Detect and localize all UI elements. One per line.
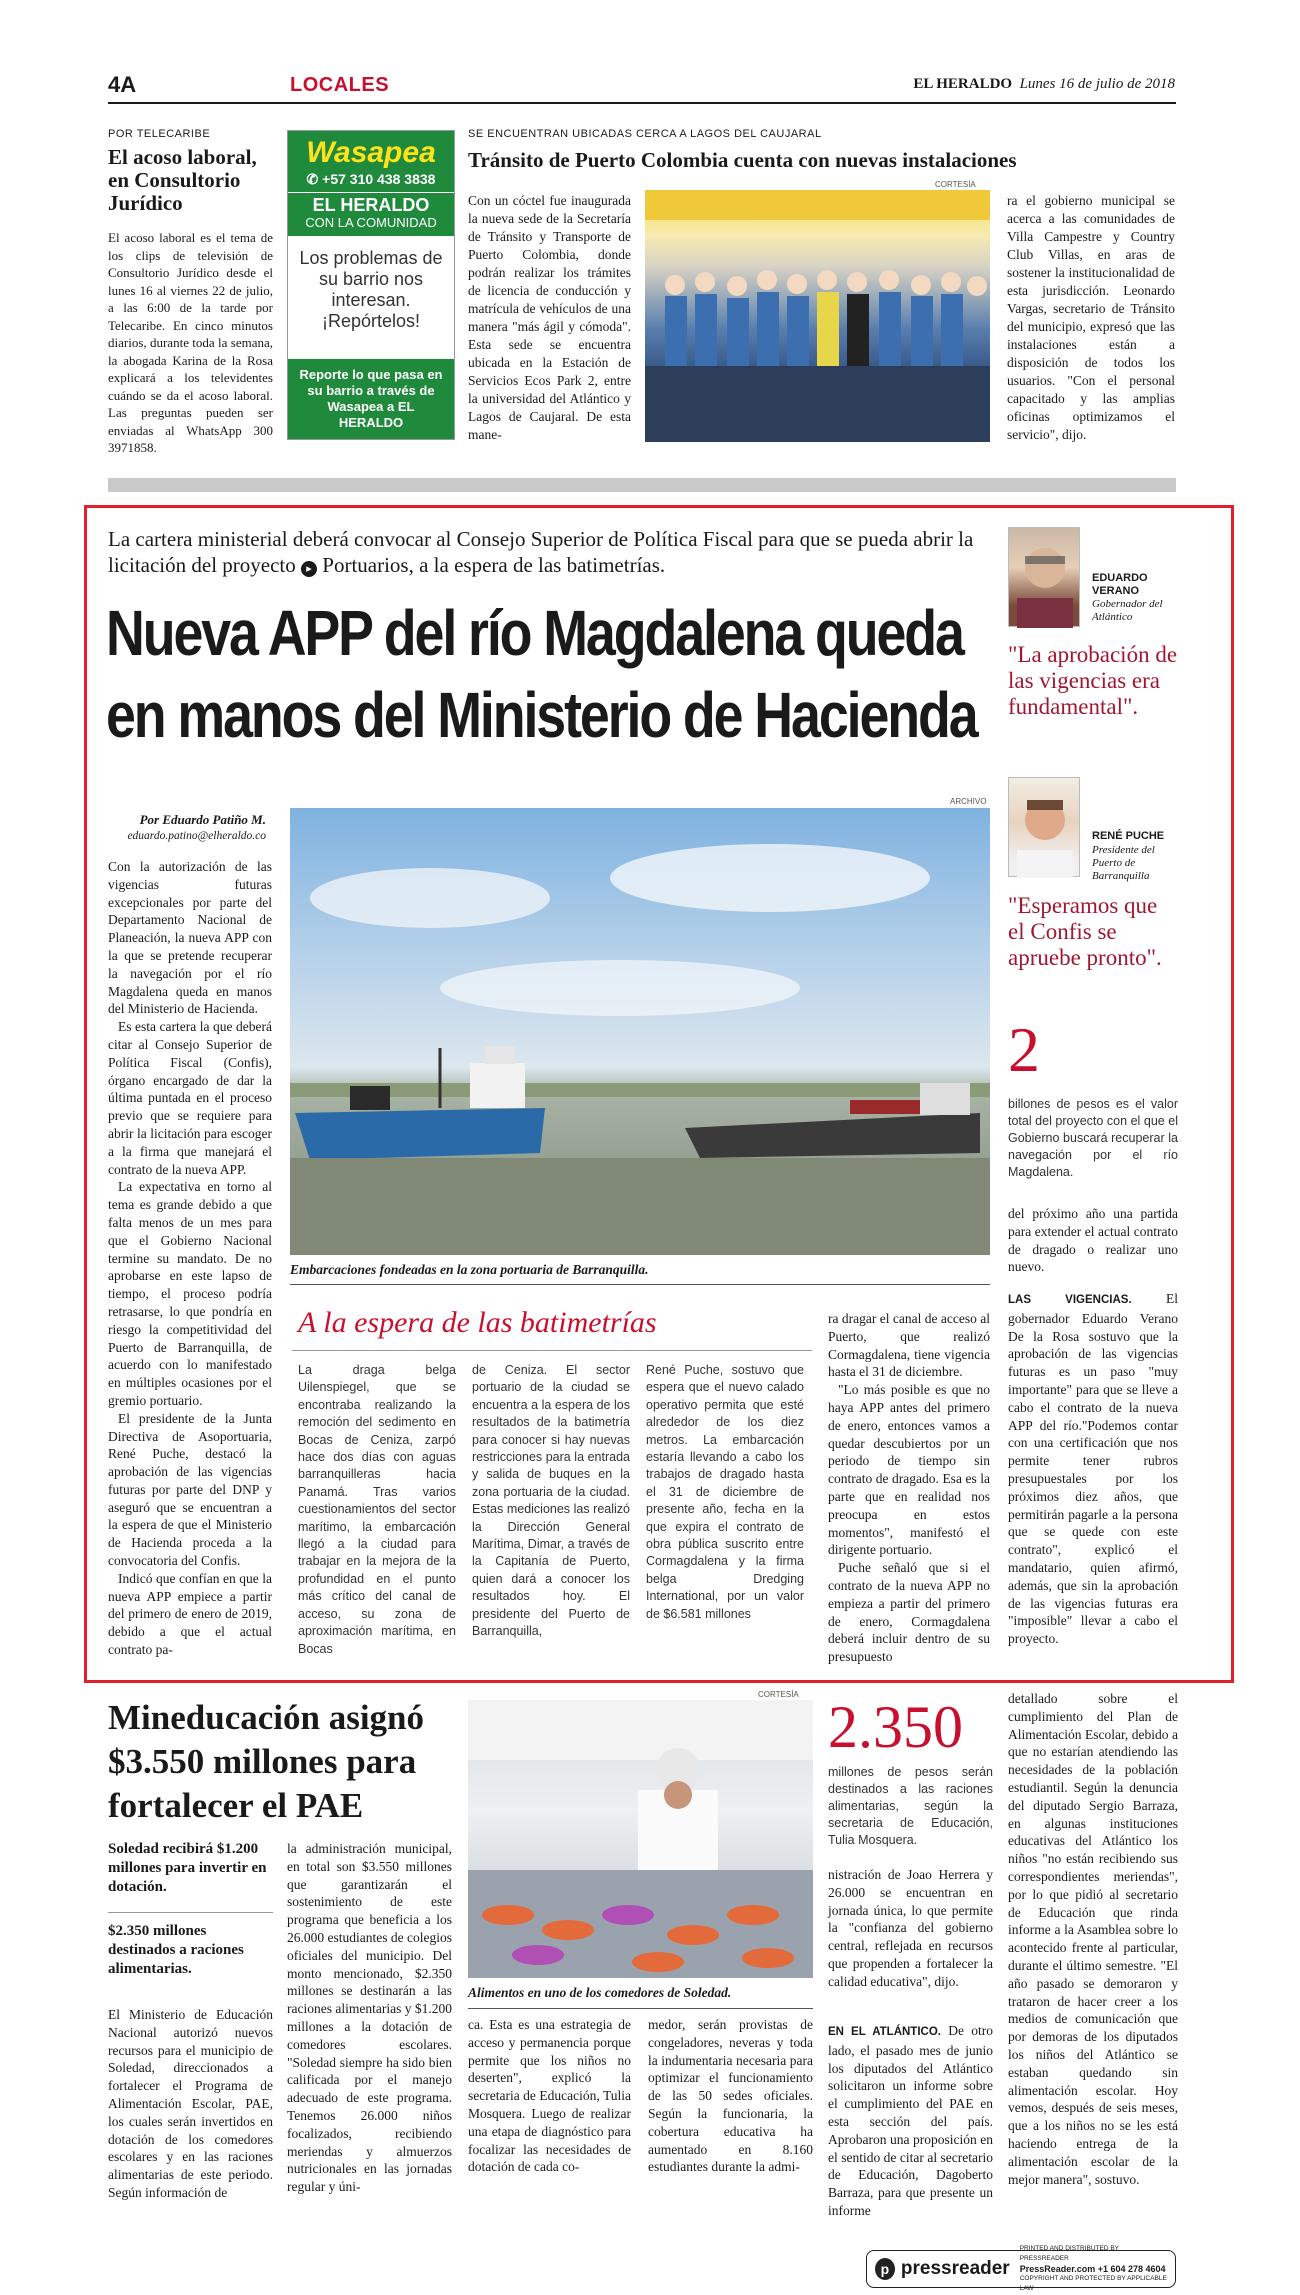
portrait-puche: [1008, 777, 1080, 877]
byline: [108, 812, 266, 842]
main-paragraph: "Lo más posible es que no haya APP antes del primero de enero, entonces vamos a quedar descubiertos por un periodo de tiempo sin contrato de dragado. Esa es la parte que en realidad nos preocupa en estos momentos", manifestó el dirigente portuario.: [828, 1382, 990, 1558]
byline-name: Por Eduardo Patiño M.: [139, 812, 266, 827]
section-name: LOCALES: [290, 74, 390, 96]
quote1-name: EDUARDO VERANO: [1092, 572, 1148, 597]
ship-right: [685, 1113, 980, 1158]
quote1-role: Gobernador del Atlántico: [1092, 598, 1163, 623]
pae-photo-caption: Alimentos en uno de los comedores de Soledad.: [468, 1985, 732, 2000]
pae-sub2: $2.350 millones destinados a raciones alimentarias.: [108, 1923, 244, 1977]
masthead-right: [913, 76, 1175, 93]
pae-col3: ca. Esta es una estrategia de acceso y permanencia porque permite que los niños no deserten", explicó la secretaria de Educación, Tulia Mosquera. Luego de realizar una etapa de diagnóstico para focalizar las necesidades de dotación de cada co-: [468, 2017, 631, 2175]
main-photo-caption: Embarcaciones fondeadas en la zona portuaria de Barranquilla.: [290, 1262, 649, 1277]
pae-col5: nistración de Joao Herrera y 26.000 se encuentran en jornada única, lo que permite la "confianza del gobierno central, reflejada en recursos que propenden a fortalecer la calidad educativa", dijo.: [828, 1867, 993, 1989]
portrait-verano: [1008, 527, 1080, 627]
wasapea-header: [288, 131, 454, 192]
brief-headline: El acoso laboral, en Consultorio Jurídico: [108, 145, 257, 215]
main-vigencias: [1008, 1290, 1178, 1648]
transito-photo: [645, 190, 990, 442]
transito-col1: Con un cóctel fue inaugurada la nueva sede de la Secretaría de Tránsito y Transporte de Puerto Colombia, donde podrán realizar los trámites de licencia de conducción y matrícula de vehículos de una manera "más ágil y cómoda". Esta sede se encuentra ubicada en la Estación de Servicios Ecos Park 2, entre la universidad del Atlántico y Lagos de Caujaral. De esta mane-: [468, 193, 631, 442]
page-number: 4A: [108, 72, 137, 97]
pae-col6: detallado sobre el cumplimiento del Plan de Alimentación Escolar, debido a que no estarían atendiendo las necesidades de la población estudiantil. Según la denuncia del diputado Sergio Barraza, en algunas instituciones educativas del Atlántico los niños "no están recibiendo sus correspondientes meriendas", por lo que pidió al secretario de Educación que rinda informe a la Asamblea sobre lo acontecido frente al particular, durante el último semestre. "El año pasado se demoraron y trataron de hacer creer a los medios de comunicación que por demoras de los diputados los niños del Atlántico se estaban quedando sin alimentación escolar. Hoy vemos, después de seis meses, que a los niños no se les está haciendo entrega de la alimentación escolar de la mejor manera", sostuvo.: [1008, 1691, 1178, 2187]
brief-body: El acoso laboral es el tema de los clips de televisión de Consultorio Jurídico desde el lunes 16 al viernes 22 de julio, a las 6:00 de la tarde por Telecaribe. En cinco minutos diarios, durante toda la semana, la abogada Karina de la Rosa explicará a los televidentes cuándo se da el acoso laboral. Las preguntas pueden ser enviadas al WhatsApp 300 3971858.: [108, 230, 273, 455]
pae-stat-text: millones de pesos serán destinados a las raciones alimentarias, según la secretaria de Educación, Tulia Mosquera.: [828, 1765, 993, 1847]
wasapea-cta: Reporte lo que pasa en su barrio a través de Wasapea a EL HERALDO: [288, 359, 454, 439]
main-paragraph: ra dragar el canal de acceso al Puerto, que realizó Cormagdalena, tiene vigencia hasta el 31 de diciembre.: [828, 1311, 990, 1380]
wasapea-phone: +57 310 438 3838: [322, 171, 436, 187]
pae-col2: la administración municipal, en total son $3.550 millones que garantizarán el sostenimiento de este programa que beneficia a los 26.000 estudiantes de colegios oficiales del municipio. Del monto mencionado, $2.350 millones se destinarán a las raciones alimentarias y $1.200 millones a la dotación de comedores escolares. "Soledad siempre ha sido bien calificada por el manejo adecuado de este programa. Tenemos 26.000 niños focalizados, recibiendo meriendas y almuerzos nutricionales en las jornadas regular y úni-: [287, 1841, 452, 2195]
main-col-left: [108, 858, 272, 1659]
wasapea-brand: EL HERALDO: [312, 195, 430, 215]
transito-headline: Tránsito de Puerto Colombia cuenta con nuevas instalaciones: [468, 148, 1017, 172]
vigencias-lead: LAS VIGENCIAS.: [1008, 1294, 1132, 1306]
wasapea-box[interactable]: [287, 130, 455, 440]
main-headline: Nueva APP del río Magdalena queda en manos del Ministerio de Hacienda: [106, 597, 977, 751]
main-paragraph: Con la autorización de las vigencias futuras excepcionales por parte del Departamento Nacional de Planeación, la nueva APP con la que se pretende recuperar la navegación por el río Magdalena queda en manos del Ministerio de Hacienda.: [108, 859, 272, 1017]
ship-left: [295, 1108, 545, 1160]
ships-graphic: [290, 808, 990, 1255]
pressreader-badge[interactable]: [866, 2245, 1176, 2292]
pae-photo-credit: CORTESÍA: [758, 1690, 799, 1699]
pressreader-logo: pressreader: [900, 2258, 1010, 2279]
main-paragraph: El presidente de la Junta Directiva de Asoportuaria, René Puche, destacó la aprobación de las vigencias futuras por parte del DNP y aseguró que se encuentran a la espera de que el Ministerio de Hacienda proceda a la convocatoria del Confis.: [108, 1410, 272, 1569]
main-col-mid: [828, 1310, 990, 1666]
main-paragraph: Indicó que confían en que la nueva APP empiece a partir del primero de enero de 2019, debido a que el actual contrato pa-: [108, 1570, 272, 1658]
sub-col2: de Ceniza. El sector portuario de la ciudad se encuentra a la espera de los resultados de la batimetría para conocer si hay nuevas restricciones para la entrada y salida de buques en la zona portuaria de la ciudad. Estas mediciones las realizó la Dirección General Marítima, Dimar, a través de la Capitanía de Puerto, quien dará a conocer los resultados hoy. El presidente del Puerto de Barranquilla,: [472, 1363, 630, 1639]
paper-name: EL HERALDO: [913, 76, 1013, 92]
pressreader-line2: PressReader.com +1 604 278 4604: [1019, 2264, 1166, 2274]
main-deck: [108, 526, 988, 578]
main-col-right-cont: del próximo año una partida para extender el actual contrato de dragado o realizar uno nuevo.: [1008, 1206, 1178, 1275]
arrow-icon: ▸: [301, 561, 317, 577]
masthead-rule: [108, 102, 1176, 104]
quote2-text: "Esperamos que el Confis se apruebe pronto".: [1008, 893, 1162, 970]
vigencias-body: El gobernador Eduardo Verano De la Rosa sostuvo que la aprobación de las vigencias futuras es un paso "muy importante" para que se lleve a cabo el contrato de la nueva APP del río."Podemos contar con una certificación que nos permite tener rubros presupuestales por los próximos diez años, que permitirán pagarle a la persona que se quede con este contrato", explicó el mandatario, quien afirmó, además, que sin la aprobación de las vigencias futuras era "imposible" llevar a cabo el proyecto.: [1008, 1291, 1178, 1647]
quote2-name: RENÉ PUCHE: [1092, 830, 1165, 842]
main-paragraph: La expectativa en torno al tema es grande debido a que falta menos de un mes para que el Gobierno Nacional termine su mandato. De no aprobarse en este lapso de tiempo, el proceso podría retrasarse, lo que pondría en riesgo la competitividad del Puerto de Barranquilla, de acuerdo con lo manifestado en múltiples ocasiones por el gremio portuario.: [108, 1179, 272, 1408]
pae-col4: medor, serán provistas de congeladores, neveras y toda la indumentaria necesaria para optimizar el funcionamiento de las 50 sedes oficiales. Según la funcionaria, la cobertura educativa ha aumentado en 8.160 estudiantes durante la admi-: [648, 2017, 813, 2175]
main-photo: [290, 808, 990, 1255]
sub-col1: La draga belga Uilenspiegel, que se encontraba realizando la remoción del sedimento en Bocas de Ceniza, zarpó hace dos días con aguas barranquilleras hacia Panamá. Tras varios cuestionamientos del sector marítimo, la embarcación llegó a la ciudad para trabajar en la mejora de la profundidad en el punto más crítico del canal de acceso, su zona de aproximación marítima, en Bocas: [298, 1363, 456, 1656]
pae-col1: El Ministerio de Educación Nacional autorizó nuevos recursos para el municipio de Soledad, direccionados a fortalecer el Programa de Alimentación Escolar, PAE, los cuales serán invertidos en dotación de los comedores escolares y en las raciones alimentarias de este periodo. Según información de: [108, 2007, 273, 2200]
pae-stat-number: 2.350: [828, 1694, 963, 1760]
sub-headline-rule: [292, 1350, 812, 1351]
pae-sub1: Soledad recibirá $1.200 millones para invertir en dotación.: [108, 1841, 267, 1895]
pae-headline: Mineducación asignó $3.550 millones para fortalecer el PAE: [108, 1698, 425, 1825]
whatsapp-icon: ✆: [306, 171, 319, 187]
issue-date: Lunes 16 de julio de 2018: [1019, 76, 1175, 92]
main-paragraph: Puche señaló que si el contrato de la nueva APP no empieza a partir del primero de enero, Cormagdalena deberá incluir dentro de su presupuesto: [828, 1560, 990, 1665]
wasapea-title: Wasapea: [306, 136, 436, 169]
brief-kicker: POR TELECARIBE: [108, 128, 211, 140]
brief-acoso: [108, 128, 273, 457]
transito-kicker: SE ENCUENTRAN UBICADAS CERCA A LAGOS DEL CAUJARAL: [468, 128, 822, 140]
main-photo-credit: ARCHIVO: [950, 797, 987, 806]
byline-email: eduardo.patino@elheraldo.co: [127, 830, 266, 842]
pae-photo: [468, 1700, 813, 1978]
quote1-text: "La aprobación de las vigencias era fundamental".: [1008, 642, 1178, 719]
group-photo-graphic: [645, 190, 990, 442]
pressreader-line3: COPYRIGHT AND PROTECTED BY APPLICABLE LAW: [1019, 2275, 1167, 2292]
sub-headline: A la espera de las batimetrías: [298, 1306, 657, 1339]
wasapea-subbrand: CON LA COMUNIDAD: [305, 215, 437, 230]
transito-col2: ra el gobierno municipal se acerca a las comunidades de Villa Campestre y Country Club Villas, en aras de sostener la institucionalidad de esta jurisdicción. Leonardo Vargas, secretario de Tránsito del municipio, expresó que las instalaciones están a disposición de todos los usuarios. "Con el personal capacitado y las amplias oficinas optimizamos el servicio", dijo.: [1007, 193, 1175, 442]
pressreader-icon: p: [875, 2258, 895, 2280]
cafeteria-graphic: [468, 1700, 813, 1978]
transito-photo-credit: CORTESÍA: [935, 180, 976, 189]
section-divider: [108, 478, 1176, 492]
atlantico-lead: EN EL ATLÁNTICO.: [828, 2026, 941, 2038]
pae-atlantico: [828, 2022, 993, 2220]
stat-number: 2: [1008, 1014, 1040, 1085]
deck-text: La cartera ministerial deberá convocar al Consejo Superior de Política Fiscal para que se pueda abrir la licitación del proyecto: [108, 527, 974, 577]
sub-col3: René Puche, sostuvo que espera que el nuevo calado operativo permita que esté alrededor de los diez metros. La embarcación estaría llevando a cabo los trabajos de dragado hasta el 31 de diciembre de presente año, fecha en la que expira el contrato de obra pública suscrito entre Cormagdalena y la firma belga Dredging International, por un valor de $6.581 millones: [646, 1363, 804, 1621]
pressreader-line1: PRINTED AND DISTRIBUTED BY PRESSREADER: [1019, 2245, 1119, 2262]
quote2-role: Presidente del Puerto de Barranquilla: [1092, 844, 1155, 882]
main-paragraph: Es esta cartera la que deberá citar al Consejo Superior de Política Fiscal (Confis), órgano encargado de dar la última puntada en el proceso previo que se requiere para abrir la licitación para escoger a la firma que manejará el contrato de la nueva APP.: [108, 1019, 272, 1177]
caption-rule: [290, 1284, 990, 1285]
atlantico-body: De otro lado, el pasado mes de junio los diputados del Atlántico solicitaron un informe sobre el cumplimiento del PAE en esta sección del país. Aprobaron una proposición en el sentido de citar al secretario de Educación, Dagoberto Barraza, para que presente un informe: [828, 2023, 993, 2218]
stat-text: billones de pesos es el valor total del proyecto con el que el Gobierno buscará recuperar la navegación por el río Magdalena.: [1008, 1097, 1178, 1179]
wasapea-message: Los problemas de su barrio nos interesan. ¡Repórtelos!: [299, 248, 443, 331]
deck-text-2: Portuarios, a la espera de las batimetrías.: [322, 553, 666, 577]
